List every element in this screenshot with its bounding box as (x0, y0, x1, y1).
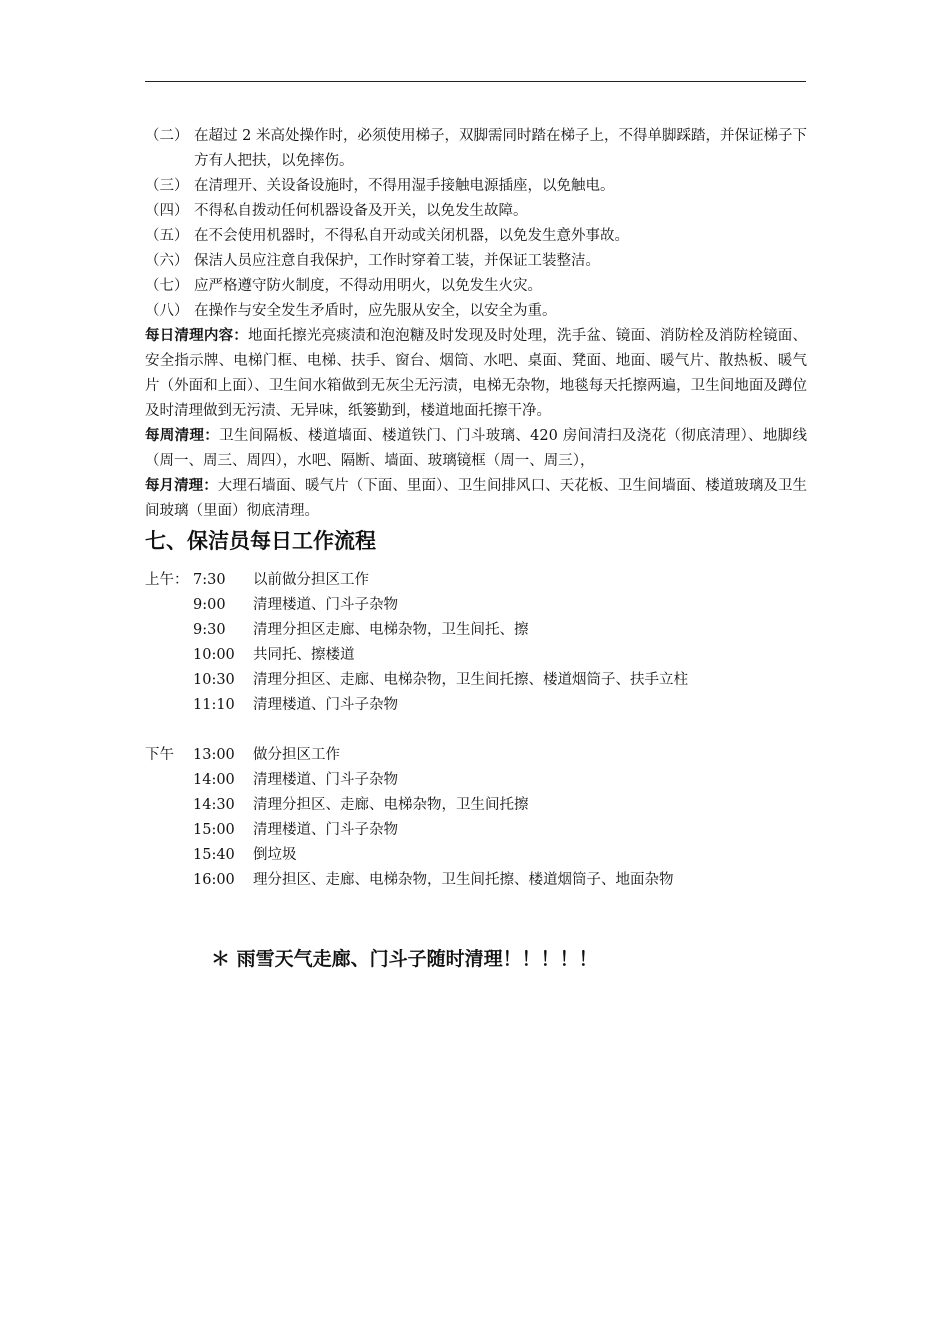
item-text: 在操作与安全发生矛盾时，应先服从安全，以安全为重。 (194, 303, 557, 319)
schedule-time: 15:40 (193, 847, 235, 863)
weather-note: ＊ 雨雪天气走廊、门斗子随时清理！！！！！ (211, 948, 598, 970)
safety-item (145, 124, 807, 174)
schedule-row (145, 843, 807, 868)
item-number: （七） (145, 278, 189, 294)
schedule-row (145, 668, 807, 693)
page-content (145, 124, 807, 893)
safety-item (145, 199, 807, 224)
item-number: （三） (145, 178, 189, 194)
safety-item (145, 299, 807, 324)
item-number: （五） (145, 228, 189, 244)
schedule-task: 共同托、擦楼道 (253, 647, 355, 663)
schedule-time: 15:00 (193, 822, 235, 838)
daily-cleaning-text: 地面托擦光亮痰渍和泡泡糖及时发现及时处理，洗手盆、镜面、消防栓及消防栓镜面、安全指示牌、电梯门框、电梯、扶手、窗台、烟筒、水吧、桌面、凳面、地面、暖气片、散热板、暖气片（外面和上面）、卫生间水箱做到无灰尘无污渍，电梯无杂物，地毯每天托擦两遍，卫生间地面及蹲位及时清理做到无污渍、无异味，纸篓勤到，楼道地面托擦干净。 (145, 328, 808, 419)
schedule-row (145, 643, 807, 668)
schedule-time: 10:30 (193, 672, 235, 688)
schedule-task: 做分担区工作 (253, 747, 340, 763)
schedule-time: 16:00 (193, 872, 235, 888)
schedule-time: 14:00 (193, 772, 235, 788)
monthly-cleaning (145, 474, 807, 524)
weekly-cleaning-label: 每周清理： (145, 428, 220, 444)
safety-item (145, 249, 807, 274)
schedule-task: 清理楼道、门斗子杂物 (253, 822, 398, 838)
schedule-row (145, 868, 807, 893)
schedule-task: 清理分担区、走廊、电梯杂物，卫生间托擦 (253, 797, 529, 813)
schedule-task: 清理楼道、门斗子杂物 (253, 597, 398, 613)
monthly-cleaning-text: 大理石墙面、暖气片（下面、里面）、卫生间排风口、天花板、卫生间墙面、楼道玻璃及卫生间玻璃（里面）彻底清理。 (145, 478, 807, 519)
schedule-time: 7:30 (193, 572, 226, 588)
safety-list (145, 124, 807, 324)
schedule-time: 9:00 (193, 597, 226, 613)
schedule-time: 14:30 (193, 797, 235, 813)
schedule-task: 理分担区、走廊、电梯杂物，卫生间托擦、楼道烟筒子、地面杂物 (253, 872, 674, 888)
schedule-row (145, 818, 807, 843)
schedule-row (145, 768, 807, 793)
schedule-task: 清理楼道、门斗子杂物 (253, 772, 398, 788)
schedule-row (145, 593, 807, 618)
item-text: 保洁人员应注意自我保护，工作时穿着工装，并保证工装整洁。 (194, 253, 600, 269)
item-text: 不得私自拨动任何机器设备及开关，以免发生故障。 (194, 203, 528, 219)
item-number: （六） (145, 253, 189, 269)
schedule-time: 9:30 (193, 622, 226, 638)
item-number: （八） (145, 303, 189, 319)
schedule-row (145, 743, 807, 768)
weekly-cleaning (145, 424, 807, 474)
item-text: 在清理开、关设备设施时，不得用湿手接触电源插座，以免触电。 (194, 178, 615, 194)
item-text: 应严格遵守防火制度，不得动用明火，以免发生火灾。 (194, 278, 542, 294)
afternoon-label: 下午 (145, 747, 174, 763)
safety-item (145, 174, 807, 199)
safety-item (145, 224, 807, 249)
work-schedule (145, 568, 807, 893)
schedule-time: 13:00 (193, 747, 235, 763)
schedule-gap (145, 718, 807, 743)
monthly-cleaning-label: 每月清理： (145, 478, 218, 494)
schedule-time: 10:00 (193, 647, 235, 663)
schedule-row (145, 793, 807, 818)
schedule-task: 清理楼道、门斗子杂物 (253, 697, 398, 713)
item-number: （二） (145, 128, 189, 144)
schedule-time: 11:10 (193, 697, 235, 713)
header-rule (145, 81, 806, 82)
schedule-task: 清理分担区、走廊、电梯杂物，卫生间托擦、楼道烟筒子、扶手立柱 (253, 672, 688, 688)
item-number: （四） (145, 203, 189, 219)
schedule-task: 清理分担区走廊、电梯杂物，卫生间托、擦 (253, 622, 529, 638)
section-heading: 七、保洁员每日工作流程 (145, 529, 376, 553)
schedule-task: 倒垃圾 (253, 847, 297, 863)
daily-cleaning (145, 324, 807, 424)
schedule-row (145, 618, 807, 643)
item-text: 在不会使用机器时，不得私自开动或关闭机器，以免发生意外事故。 (194, 228, 629, 244)
safety-item (145, 274, 807, 299)
daily-cleaning-label: 每日清理内容： (145, 328, 249, 344)
schedule-task: 以前做分担区工作 (253, 572, 369, 588)
schedule-row (145, 693, 807, 718)
morning-label: 上午： (145, 572, 189, 588)
item-text: 在超过 2 米高处操作时，必须使用梯子，双脚需同时踏在梯子上，不得单脚踩踏，并保证梯子下方有人把扶，以免摔伤。 (194, 128, 807, 169)
schedule-row (145, 568, 807, 593)
weekly-cleaning-text: 卫生间隔板、楼道墙面、楼道铁门、门斗玻璃、420 房间清扫及浇花（彻底清理）、地脚线（周一、周三、周四），水吧、隔断、墙面、玻璃镜框（周一、周三）， (145, 428, 807, 469)
